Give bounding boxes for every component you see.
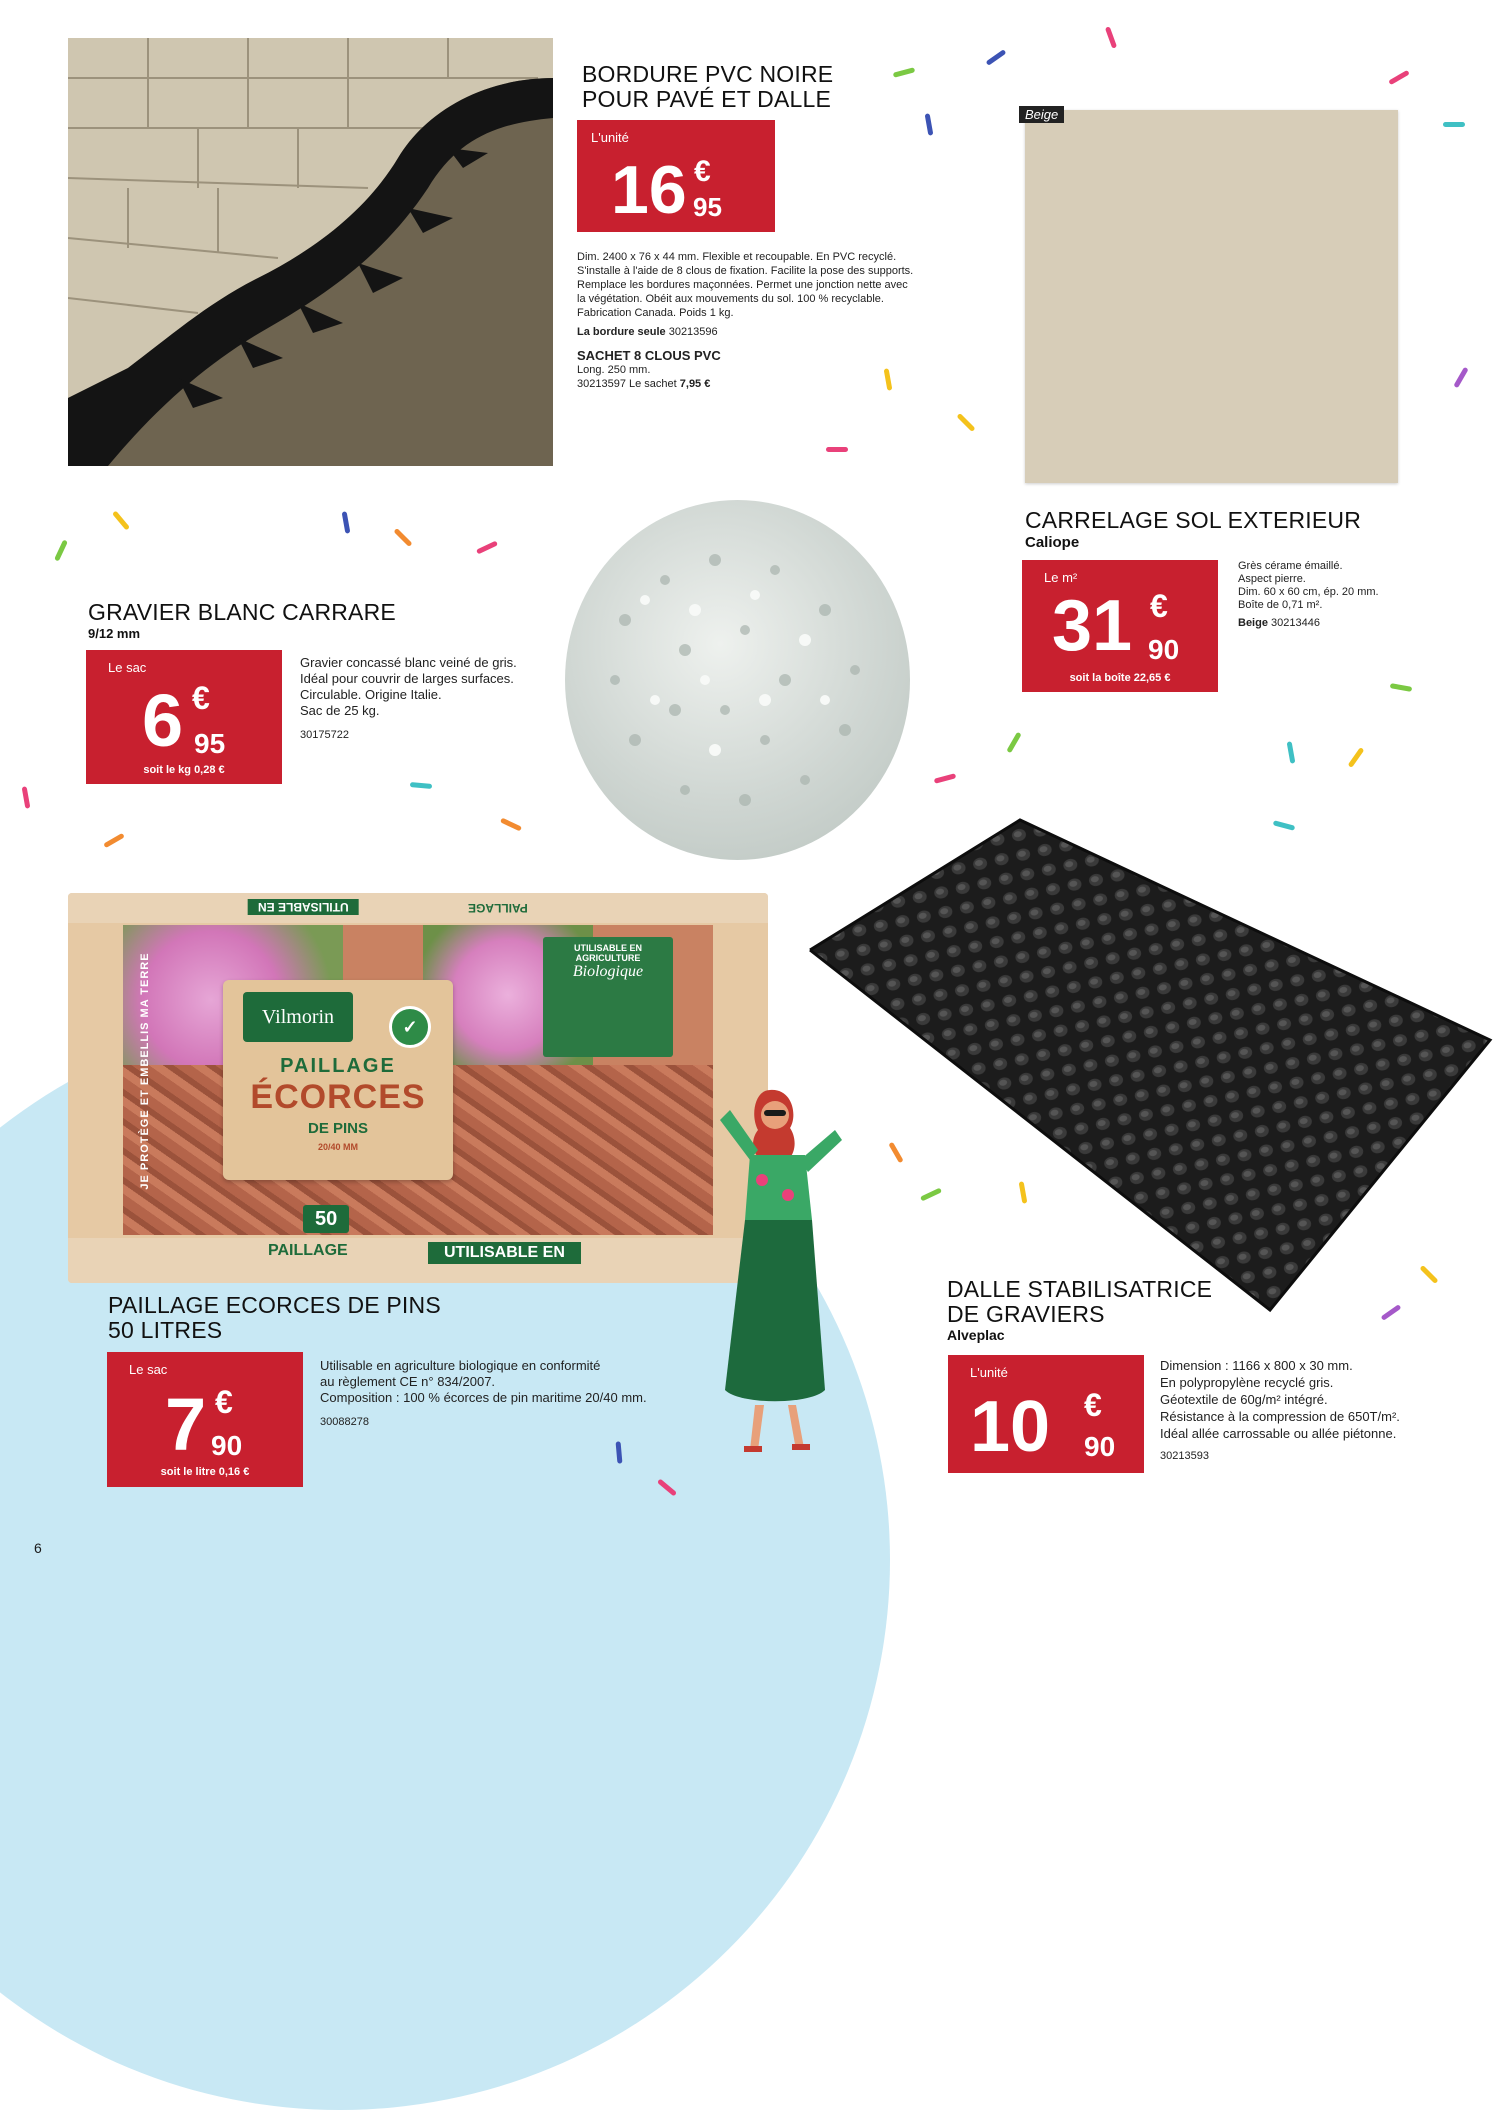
carrelage-title: CARRELAGE SOL EXTERIEUR <box>1025 507 1362 533</box>
paillage-price-box <box>107 1352 303 1487</box>
bag-line3: DE PINS <box>307 1120 368 1137</box>
bag-top-band <box>68 893 768 923</box>
price-cents: 90 <box>211 1430 243 1461</box>
bordure-price-box <box>577 120 775 232</box>
desc-line: Géotextile de 60g/m² intégré. <box>1160 1392 1328 1407</box>
page-number: 6 <box>34 1540 42 1556</box>
price-currency: € <box>215 1384 233 1420</box>
price-integer: 10 <box>970 1387 1051 1467</box>
price-note: soit la boîte 22,65 € <box>1069 672 1171 684</box>
bordure-photo <box>68 38 553 466</box>
bag-wood-label <box>223 980 453 1180</box>
price-note: soit le litre 0,16 € <box>160 1466 250 1478</box>
price-unit-label: Le sac <box>129 1362 168 1377</box>
desc-line: au règlement CE n° 834/2007. <box>320 1374 496 1389</box>
dalle-title: DALLE STABILISATRICE DE GRAVIERS <box>947 1276 1213 1327</box>
bag-bottom-right: UTILISABLE EN <box>428 1242 581 1264</box>
desc-line: Dim. 2400 x 76 x 44 mm. Flexible et recoupable. En PVC recyclé. <box>577 251 897 263</box>
bordure-title: BORDURE PVC NOIRE POUR PAVÉ ET DALLE <box>582 61 834 112</box>
paillage-description <box>320 1358 710 1430</box>
dalle-price-box <box>948 1355 1144 1473</box>
gravier-photo <box>565 500 910 860</box>
carrelage-swatch <box>1025 107 1398 483</box>
bag-volume-badge <box>303 1205 349 1233</box>
confetti-piece <box>1388 70 1410 85</box>
confetti-piece <box>393 528 412 547</box>
gravier-description <box>300 655 560 743</box>
confetti-piece <box>342 511 351 534</box>
ref-label: La bordure seule <box>577 326 666 338</box>
confetti-piece <box>1453 367 1468 389</box>
confetti-piece <box>1105 26 1117 48</box>
price-unit-label: Le sac <box>108 660 147 675</box>
price-currency: € <box>694 155 711 188</box>
bio-badge-script: Biologique <box>572 963 644 980</box>
bag-line2: ÉCORCES <box>250 1078 426 1116</box>
price-cents: 95 <box>194 728 226 759</box>
bag-top-flipped-left: UTILISABLE EN <box>248 899 359 915</box>
desc-line: Résistance à la compression de 650T/m². <box>1160 1409 1400 1424</box>
carrelage-price-box <box>1022 560 1218 692</box>
confetti-piece <box>476 541 498 555</box>
price-note: soit le kg 0,28 € <box>143 764 225 776</box>
price-cents: 90 <box>1084 1431 1116 1462</box>
bag-side-text: JE PROTÈGE ET EMBELLIS MA TERRE <box>139 952 151 1190</box>
price-integer: 16 <box>611 152 687 228</box>
confetti-piece <box>22 786 31 809</box>
confetti-piece <box>1348 747 1365 768</box>
paillage-bag-photo <box>68 893 768 1283</box>
confetti-piece <box>893 67 916 78</box>
ref-code: 30213596 <box>668 326 718 338</box>
desc-line: Idéal pour couvrir de larges surfaces. <box>300 671 514 686</box>
desc-line: Sac de 25 kg. <box>300 703 380 718</box>
desc-line: Dim. 60 x 60 cm, ép. 20 mm. <box>1238 586 1379 598</box>
confetti-piece <box>956 413 975 432</box>
bag-bottom-label: PAILLAGE <box>268 1242 348 1259</box>
ref-code: 30088278 <box>320 1416 369 1428</box>
bag-volume: 50 <box>315 1208 338 1230</box>
desc-line: Utilisable en agriculture biologique en conformité <box>320 1358 601 1373</box>
swatch-label: Beige <box>1019 106 1064 123</box>
confetti-piece <box>826 447 848 452</box>
organic-badge-icon: ✓ <box>389 1006 431 1048</box>
desc-line: En polypropylène recyclé gris. <box>1160 1375 1334 1390</box>
bag-bottom-band <box>68 1238 768 1283</box>
price-unit-label: Le m² <box>1044 570 1078 585</box>
paillage-title: PAILLAGE ECORCES DE PINS 50 LITRES <box>108 1292 441 1343</box>
gravier-subtitle: 9/12 mm <box>88 626 141 641</box>
confetti-piece <box>500 818 522 832</box>
carrelage-subtitle: Caliope <box>1025 534 1080 551</box>
bordure-description <box>577 250 957 391</box>
dalle-photo <box>800 810 1500 1320</box>
brand-logo: Vilmorin <box>243 992 353 1042</box>
accessory-ref <box>577 377 957 391</box>
confetti-piece <box>1390 683 1413 692</box>
desc-line: S'installe à l'aide de 8 clous de fixation. Facilite la pose des supports. <box>577 265 914 277</box>
desc-line: Circulable. Origine Italie. <box>300 687 442 702</box>
bag-top-flipped-right: PAILLAGE <box>468 901 528 915</box>
confetti-piece <box>1443 122 1465 127</box>
desc-line: Grès cérame émaillé. <box>1238 560 1343 572</box>
carrelage-reference <box>1238 617 1438 630</box>
accessory-price: 7,95 € <box>679 378 711 390</box>
desc-line: Remplace les bordures maçonnées. Permet une jonction nette avec <box>577 279 908 291</box>
price-unit-label: L'unité <box>591 130 629 145</box>
confetti-piece <box>410 782 432 789</box>
dalle-description <box>1160 1357 1480 1465</box>
gravel-texture <box>565 500 910 860</box>
dalle-subtitle: Alveplac <box>947 1327 1005 1343</box>
confetti-piece <box>103 833 125 848</box>
confetti-piece <box>986 49 1007 66</box>
bordure-reference <box>577 325 957 339</box>
confetti-piece <box>112 510 130 530</box>
price-integer: 31 <box>1052 586 1133 666</box>
desc-line: Gravier concassé blanc veiné de gris. <box>300 655 517 670</box>
bio-badge-top: UTILISABLE EN AGRICULTURE <box>573 943 642 963</box>
price-cents: 90 <box>1148 634 1180 665</box>
carrelage-description <box>1238 560 1438 630</box>
price-integer: 6 <box>142 679 184 762</box>
confetti-piece <box>1287 741 1296 764</box>
bordure-illustration <box>68 38 553 466</box>
accessory-desc: Long. 250 mm. <box>577 364 651 376</box>
confetti-piece <box>934 773 957 784</box>
desc-line: Aspect pierre. <box>1238 573 1306 585</box>
gravier-title: GRAVIER BLANC CARRARE <box>88 599 396 625</box>
confetti-piece <box>1006 732 1021 754</box>
price-integer: 7 <box>165 1383 207 1466</box>
desc-line: Dimension : 1166 x 800 x 30 mm. <box>1160 1358 1353 1373</box>
desc-line: Composition : 100 % écorces de pin maritime 20/40 mm. <box>320 1390 647 1405</box>
gravier-price-box <box>86 650 282 784</box>
accessory-title: SACHET 8 CLOUS PVC <box>577 348 721 363</box>
confetti-piece <box>54 539 68 561</box>
bag-line1: PAILLAGE <box>280 1055 396 1077</box>
price-cents: 95 <box>693 192 722 222</box>
ref-code: 30175722 <box>300 729 349 741</box>
ref-code: 30213446 <box>1271 617 1320 629</box>
price-currency: € <box>1084 1387 1102 1423</box>
bag-face <box>123 925 713 1235</box>
price-unit-label: L'unité <box>970 1365 1008 1380</box>
price-currency: € <box>1150 588 1168 624</box>
desc-line: la végétation. Obéit aux mouvements du sol. 100 % recyclable. <box>577 293 884 305</box>
ref-code: 30213593 <box>1160 1450 1209 1462</box>
confetti-piece <box>925 113 934 136</box>
dalle-illustration <box>800 810 1500 1320</box>
accessory-ref-code: 30213597 Le sachet <box>577 378 677 390</box>
bag-size: 20/40 MM <box>317 1142 359 1152</box>
desc-line: Boîte de 0,71 m². <box>1238 599 1323 611</box>
ref-label: Beige <box>1238 617 1268 629</box>
price-currency: € <box>192 680 210 716</box>
desc-line: Idéal allée carrossable ou allée piétonne. <box>1160 1426 1397 1441</box>
bag-bio-badge <box>543 937 673 1057</box>
desc-line: Fabrication Canada. Poids 1 kg. <box>577 307 734 319</box>
